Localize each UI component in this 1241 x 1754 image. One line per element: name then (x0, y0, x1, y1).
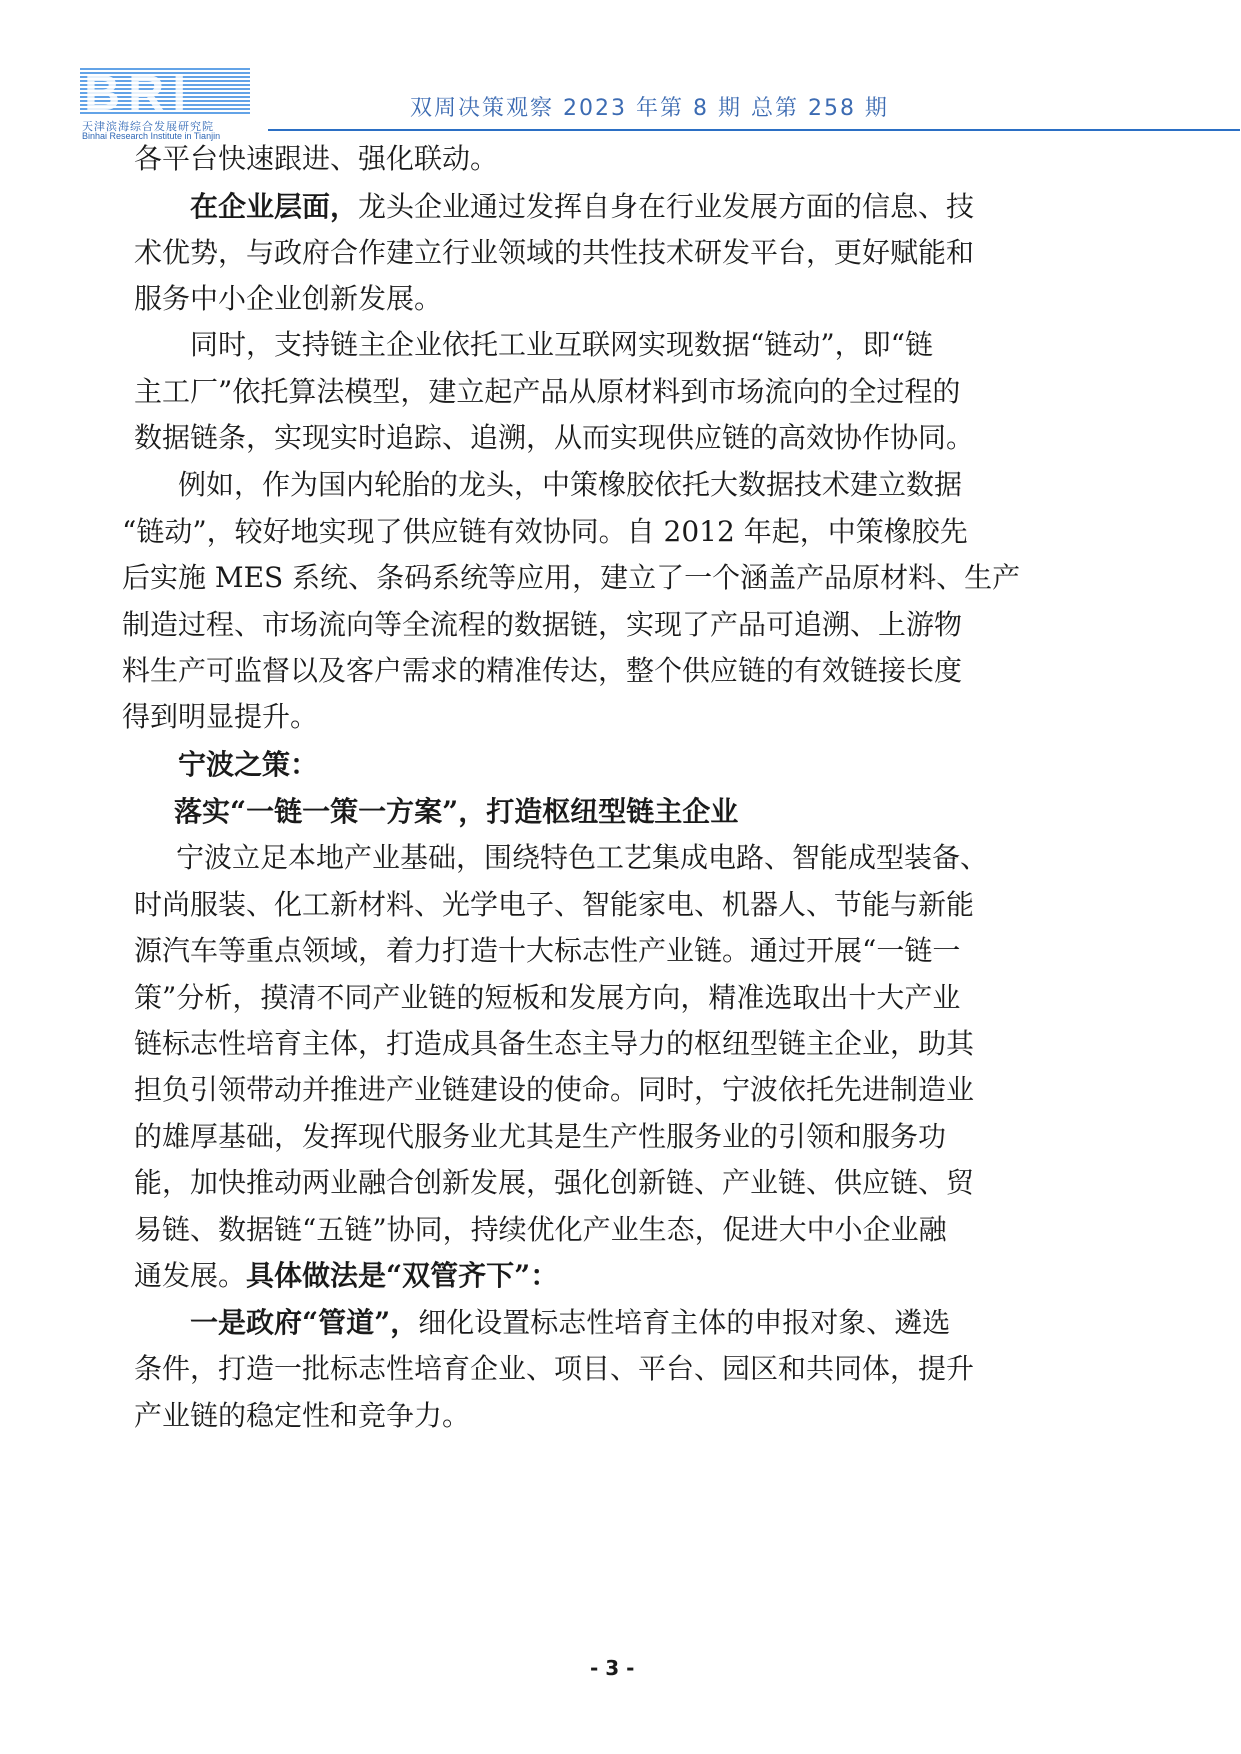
paragraph-line: 料生产可监督以及客户需求的精准传达，整个供应链的有效链接长度 (122, 654, 963, 687)
logo-english-name: Binhai Research Institute in Tianjin (82, 131, 221, 141)
paragraph-line: 一是政府“管道”，细化设置标志性培育主体的申报对象、遴选 (190, 1306, 951, 1339)
paragraph-line: 在企业层面，龙头企业通过发挥自身在行业发展方面的信息、技 (190, 190, 975, 223)
paragraph-line: 易链、数据链“五链”协同，持续优化产业生态，促进大中小企业融 (134, 1213, 947, 1246)
logo-chinese-name: 天津滨海综合发展研究院 (82, 120, 214, 133)
paragraph-line: 的雄厚基础，发挥现代服务业尤其是生产性服务业的引领和服务功 (134, 1120, 947, 1153)
paragraph-line: 术优势，与政府合作建立行业领域的共性技术研发平台，更好赋能和 (134, 236, 975, 269)
paragraph-line: 主工厂”依托算法模型，建立起产品从原材料到市场流向的全过程的 (134, 375, 961, 408)
logo-letters: BRI (84, 68, 195, 116)
paragraph-line: 担负引领带动并推进产业链建设的使命。同时，宁波依托先进制造业 (134, 1073, 975, 1106)
paragraph-line: 服务中小企业创新发展。 (134, 282, 443, 315)
header-divider (268, 129, 1240, 131)
publication-title: 双周决策观察 2023 年第 8 期 总第 258 期 (410, 96, 889, 121)
paragraph-line: 源汽车等重点领域，着力打造十大标志性产业链。通过开展“一链一 (134, 934, 961, 967)
paragraph-line: 能，加快推动两业融合创新发展，强化创新链、产业链、供应链、贸 (134, 1166, 975, 1199)
paragraph-line: 链标志性培育主体，打造成具备生态主导力的枢纽型链主企业，助其 (134, 1027, 975, 1060)
paragraph-line: “链动”，较好地实现了供应链有效协同。自 2012 年起，中策橡胶先 (122, 515, 968, 548)
paragraph-line: 得到明显提升。 (122, 700, 319, 733)
paragraph-line: 同时，支持链主企业依托工业互联网实现数据“链动”，即“链 (190, 328, 933, 361)
bri-logo (80, 68, 270, 144)
page-number: - 3 - (590, 1656, 635, 1680)
paragraph-line: 产业链的稳定性和竞争力。 (134, 1399, 471, 1432)
paragraph-line: 策”分析，摸清不同产业链的短板和发展方向，精准选取出十大产业 (134, 981, 961, 1014)
paragraph-line: 例如，作为国内轮胎的龙头，中策橡胶依托大数据技术建立数据 (178, 468, 963, 501)
paragraph-line: 宁波立足本地产业基础，围绕特色工艺集成电路、智能成型装备、 (176, 841, 989, 874)
paragraph-line: 条件，打造一批标志性培育企业、项目、平台、园区和共同体，提升 (134, 1352, 975, 1385)
bold-phrase: 具体做法是“双管齐下”： (246, 1259, 559, 1292)
paragraph-line: 制造过程、市场流向等全流程的数据链，实现了产品可追溯、上游物 (122, 608, 963, 641)
paragraph-line: 各平台快速跟进、强化联动。 (134, 142, 499, 175)
bold-lead: 一是政府“管道”， (190, 1306, 419, 1339)
paragraph-line: 通发展。具体做法是“双管齐下”： (134, 1259, 559, 1292)
section-heading: 宁波之策： (178, 748, 319, 781)
bold-lead: 在企业层面， (190, 190, 359, 223)
paragraph-line: 数据链条，实现实时追踪、追溯，从而实现供应链的高效协作协同。 (134, 421, 975, 454)
bri-logo-mark (80, 68, 250, 116)
page-header (0, 0, 1241, 140)
section-subheading: 落实“一链一策一方案”，打造枢纽型链主企业 (174, 795, 739, 828)
paragraph-line: 后实施 MES 系统、条码系统等应用，建立了一个涵盖产品原材料、生产 (122, 561, 1021, 594)
paragraph-line: 时尚服装、化工新材料、光学电子、智能家电、机器人、节能与新能 (134, 888, 975, 921)
